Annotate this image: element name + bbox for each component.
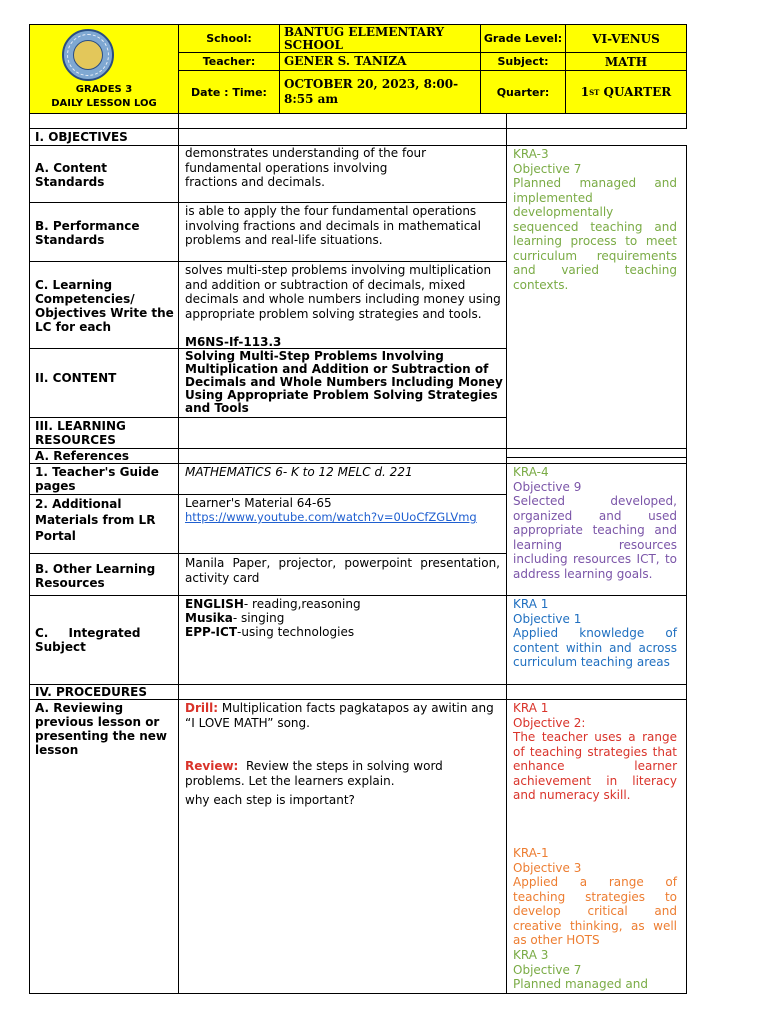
kra1b-text: The teacher uses a range of teaching strategies that enhance learner achievement in literacy and numeracy skill.	[513, 730, 677, 802]
kra4-objective: Objective 9	[513, 479, 582, 494]
date-label: Date : Time:	[178, 70, 280, 114]
integrated-english: ENGLISH	[185, 597, 244, 611]
date-value: OCTOBER 20, 2023, 8:00-8:55 am	[279, 70, 481, 114]
kra4-text: Selected developed, organized and used appropriate teaching and learning resources including resources ICT, to address learning goals.	[513, 494, 677, 581]
kra3-title: KRA-3	[513, 147, 549, 161]
teachers-guide-label: 1. Teacher's Guide pages	[35, 465, 159, 493]
other-resources-label: B. Other Learning Resources	[35, 562, 156, 590]
spacer-cell-1	[29, 113, 179, 129]
references-blank	[178, 448, 507, 464]
kra4-title: KRA-4	[513, 465, 549, 479]
drill-body: Multiplication facts pagkatapos ay awitin ang “I LOVE MATH” song.	[185, 701, 494, 730]
school-label: School:	[178, 24, 280, 53]
reviewing-cell	[178, 699, 507, 994]
integrated-musika: Musika	[185, 611, 233, 625]
drill-label: Drill:	[185, 701, 219, 715]
kra1b-objective: Objective 2:	[513, 715, 586, 730]
content-standards-text: demonstrates understanding of the four fundamental operations involving fractions and decimals.	[185, 146, 427, 189]
kra3b-text: Planned managed and	[513, 977, 648, 991]
integrated-label: C. Integrated Subject	[35, 626, 141, 654]
integrated-musika-rest: - singing	[232, 611, 285, 625]
procedures-label: IV. PROCEDURES	[35, 685, 147, 699]
learning-resources-label: III. LEARNING RESOURCES	[35, 419, 126, 447]
content-standards-label: A. Content Standards	[35, 161, 107, 189]
quarter-num: 1	[580, 85, 590, 99]
integrated-line-1	[185, 597, 361, 612]
kra3b-objective: Objective 7	[513, 962, 582, 977]
procedures-kra-blank	[506, 684, 687, 700]
teacher-value: GENER S. TANIZA	[279, 52, 481, 71]
integrated-line-3	[185, 625, 354, 640]
review-text	[185, 759, 485, 788]
integrated-line-2	[185, 611, 284, 626]
content-text: Solving Multi-Step Problems Involving Multiplication and Addition or Subtraction of Decimals and Whole Numbers Including Money Using Appropriate Problem Solving Strategies and Tools	[185, 349, 503, 415]
kra4-block	[513, 465, 677, 581]
kra1c-title: KRA-1	[513, 846, 549, 860]
grade-level-value: VI-VENUS	[565, 24, 687, 53]
kra1-title: KRA 1	[513, 597, 549, 611]
performance-standards-label: B. Performance Standards	[35, 219, 140, 247]
kra3-text: Planned managed and implemented developmentally sequenced teaching and learning process to meet curriculum requirements and varied teaching contexts.	[513, 176, 677, 292]
kra1-objective: Objective 1	[513, 611, 582, 626]
reviewing-label: A. Reviewing previous lesson or presenting the new lesson	[35, 701, 167, 757]
kra1b-block	[513, 701, 677, 803]
kra1-block	[513, 597, 677, 670]
spacer-cell-3	[506, 113, 687, 129]
review-body: Review the steps in solving word problems. Let the learners explain.	[185, 759, 447, 788]
grade-line: GRADES 3	[75, 84, 133, 95]
objectives-blank	[178, 128, 507, 146]
procedures-blank	[178, 684, 507, 700]
competencies-code: M6NS-If-113.3	[185, 335, 282, 349]
spacer-cell-2	[178, 113, 507, 129]
drill-text	[185, 701, 501, 730]
competencies-label: C. Learning Competencies/ Objectives Write the LC for each	[35, 278, 174, 334]
learning-resources-blank	[178, 417, 507, 449]
review-text-2: why each step is important?	[185, 793, 355, 807]
kra3-objective: Objective 7	[513, 161, 582, 176]
quarter-rest: QUARTER	[599, 85, 672, 99]
integrated-epp: EPP-ICT	[185, 625, 238, 639]
kra3-block	[513, 147, 677, 292]
references-kra-blank	[506, 448, 687, 464]
kra3b-block	[513, 948, 677, 992]
subject-value: MATH	[565, 52, 687, 71]
kra1c-objective: Objective 3	[513, 860, 582, 875]
quarter-sup: ST	[589, 87, 600, 97]
content-label: II. CONTENT	[35, 371, 117, 385]
other-resources-text: Manila Paper, projector, powerpoint presentation, activity card	[185, 556, 500, 585]
kra1-text: Applied knowledge of content within and across curriculum teaching areas	[513, 626, 677, 669]
log-title: DAILY LESSON LOG	[51, 98, 157, 109]
subject-label: Subject:	[480, 52, 566, 71]
grade-level-label: Grade Level:	[480, 24, 566, 53]
seal-center	[73, 40, 103, 70]
school-value: BANTUG ELEMENTARY SCHOOL	[279, 24, 481, 53]
additional-materials-label: 2. Additional Materials from LR Portal	[35, 497, 156, 543]
review-label: Review:	[185, 759, 239, 773]
quarter-value	[565, 70, 687, 114]
objectives-heading: I. OBJECTIVES	[35, 130, 128, 144]
deped-seal-icon	[62, 29, 114, 81]
kra1c-text: Applied a range of teaching strategies to develop critical and creative thinking, as well as other HOTS	[513, 875, 677, 947]
teachers-guide-text: MATHEMATICS 6- K to 12 MELC d. 221	[185, 465, 413, 479]
youtube-link[interactable]: https://www.youtube.com/watch?v=0UoCfZGLVmg	[185, 510, 477, 524]
competencies-text: solves multi-step problems involving multiplication and addition or subtraction of decimals, mixed decimals and whole numbers including money using appropriate problem solving strategies and tools.	[185, 263, 501, 321]
references-label: A. References	[35, 449, 129, 463]
additional-materials-text: Learner's Material 64-65	[185, 496, 332, 510]
quarter-label: Quarter:	[480, 70, 566, 114]
performance-standards-text: is able to apply the four fundamental operations involving fractions and decimals in mathematical problems and real-life situations.	[185, 204, 481, 247]
integrated-epp-rest: -using technologies	[237, 625, 355, 639]
teacher-label: Teacher:	[178, 52, 280, 71]
kra1b-title: KRA 1	[513, 701, 549, 715]
integrated-english-rest: - reading,reasoning	[243, 597, 361, 611]
kra1c-block	[513, 846, 677, 948]
kra3b-title: KRA 3	[513, 948, 549, 962]
